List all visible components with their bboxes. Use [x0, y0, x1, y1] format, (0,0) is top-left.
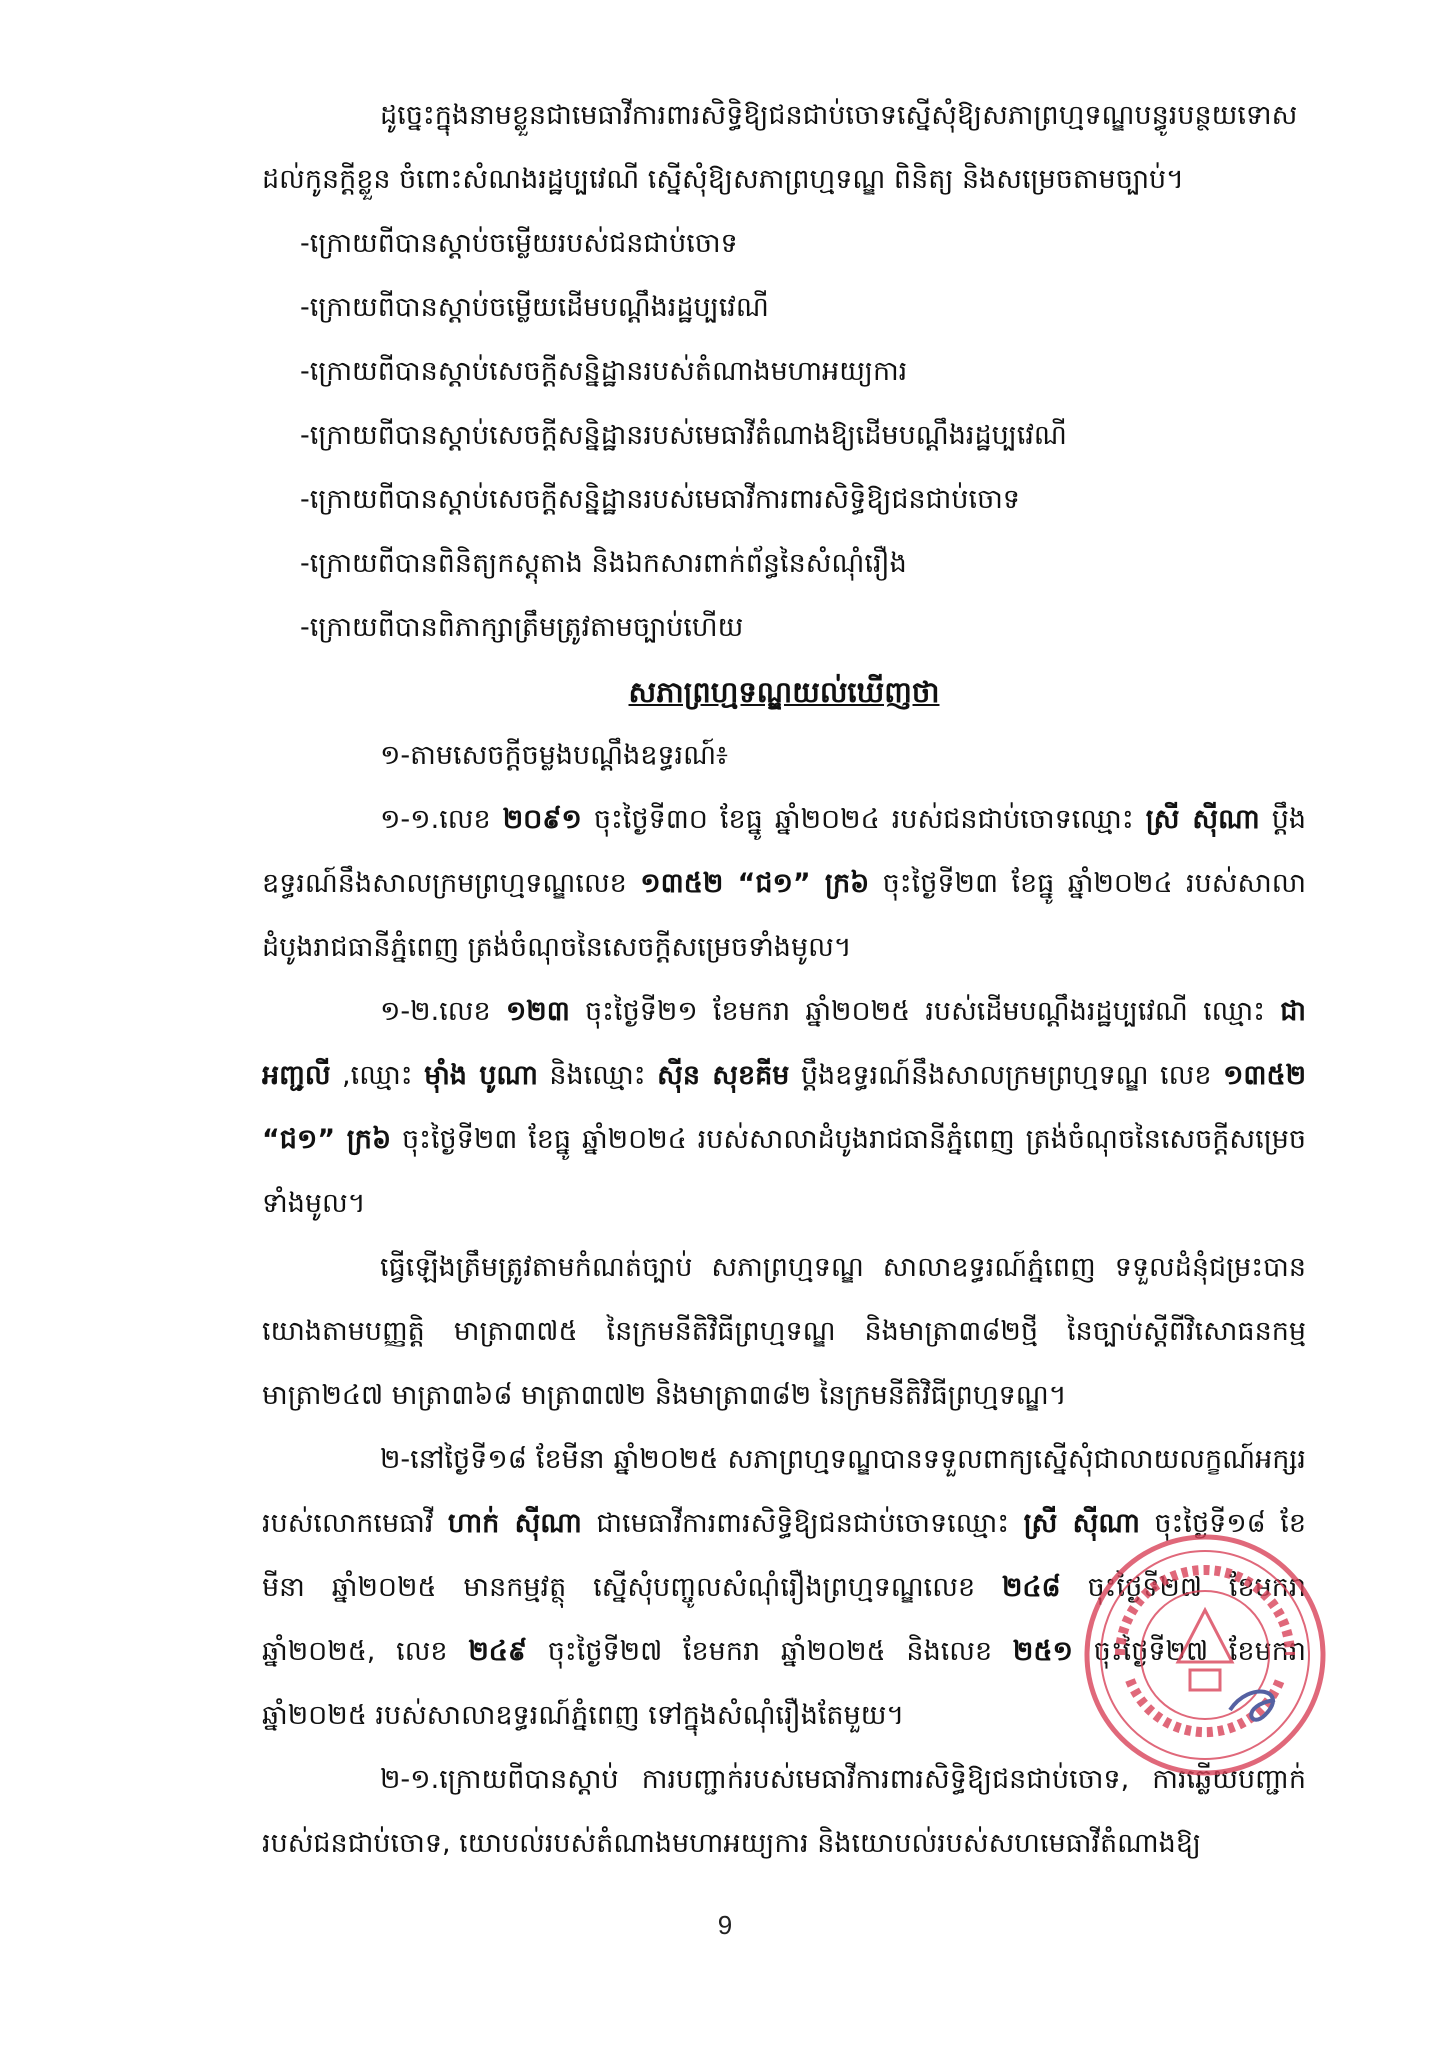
text-run: ចុះថ្ងៃទី១៨ ខែមីនា ឆ្នាំ២០២៥ មានកម្មវត្ថុ ស្នើសុំបញ្ចូលសំណុំរឿងព្រហ្មទណ្ឌលេខ: [262, 1508, 1306, 1603]
procedure-item: -ក្រោយពីបានពិភាក្សាត្រឹមត្រូវតាមច្បាប់ហើយ: [300, 612, 744, 643]
court-seal-stamp: [1080, 1530, 1330, 1780]
section-heading: សភាព្រហ្មទណ្ឌយល់ឃើញថា: [628, 675, 940, 709]
appeal-number: ២០៩១: [502, 804, 582, 835]
procedure-item: -ក្រោយពីបានស្តាប់សេចក្តីសន្និដ្ឋានរបស់តំណាងមហាអយ្យការ: [300, 356, 908, 387]
text-run: ចុះថ្ងៃទី២៣ ខែធ្នូ ឆ្នាំ២០២៤ របស់សាលាដំបូងរាជធានីភ្នំពេញ ត្រង់ចំណុចនៃសេចក្តីសម្រេចទាំងមូល។: [262, 1124, 1307, 1219]
paragraph-1-2: [262, 980, 1306, 1236]
section-1-title: ១-តាមសេចក្តីចម្លងបណ្តឹងឧទ្ធរណ៍៖: [380, 740, 728, 771]
text-run: ចុះថ្ងៃទី៣០ ខែធ្នូ ឆ្នាំ២០២៤ របស់ជនជាប់ចោទឈ្មោះ: [581, 804, 1146, 835]
paragraph-2-1: ២-១.ក្រោយពីបានស្តាប់ ការបញ្ជាក់របស់មេធាវីការពារសិទ្ធិឱ្យជនជាប់ចោទ, ការឆ្លើយបញ្ជាក់របស់ជនជាប់ចោទ, យោបល់របស់តំណាងមហាអយ្យការ និងយោបល់របស់សហមេធាវីតំណាងឱ្យ: [262, 1764, 1306, 1859]
text-run: ចុះថ្ងៃទី២៧ ខែមករា ឆ្នាំ២០២៥ និងលេខ: [527, 1636, 1013, 1667]
procedure-item: -ក្រោយពីបានស្តាប់សេចក្តីសន្និដ្ឋានរបស់មេធាវីការពារសិទ្ធិឱ្យជនជាប់ចោទ: [300, 484, 1020, 515]
lawyer-name: ហាក់ ស៊ីណា: [447, 1508, 582, 1539]
jurisdiction-paragraph: ធ្វើឡើងត្រឹមត្រូវតាមកំណត់ច្បាប់ សភាព្រហ្មទណ្ឌ សាលាឧទ្ធរណ៍ភ្នំពេញ ទទួលដំនុំជម្រះបាន យោងតាមបញ្ញត្តិ មាត្រា៣៧៥ នៃក្រមនីតិវិធីព្រហ្មទណ្ឌ និងមាត្រា៣៨២ថ្មី នៃច្បាប់ស្តីពីវិសោធនកម្ម មាត្រា២៤៧ មាត្រា៣៦៨ មាត្រា៣៧២ និងមាត្រា៣៨២ នៃក្រមនីតិវិធីព្រហ្មទណ្ឌ។: [262, 1252, 1306, 1411]
text-run: ១-១.លេខ: [380, 804, 503, 835]
case-number: ២៤៩: [468, 1636, 528, 1667]
text-run: ១-២.លេខ: [380, 996, 506, 1027]
seal-emblem: [1178, 1610, 1232, 1690]
defendant-name: ស្រី ស៊ីណា: [1023, 1508, 1140, 1539]
judgment-number: ១៣៥២ “ជ១” ក្រ៦: [262, 1060, 1307, 1155]
text-run: ប្តឹងឧទ្ធរណ៍នឹងសាលក្រមព្រហ្មទណ្ឌ លេខ: [789, 1060, 1223, 1091]
plaintiff-name: ស៊ីន សុខគីម: [657, 1060, 790, 1091]
text-run: ចុះថ្ងៃទី២៧ ខែមករា ឆ្នាំ២០២៥ របស់សាលាឧទ្ធរណ៍ភ្នំពេញ ទៅក្នុងសំណុំរឿងតែមួយ។: [262, 1636, 1306, 1731]
page-number: 9: [717, 1910, 733, 1940]
procedure-item: -ក្រោយពីបានពិនិត្យកស្តុតាង និងឯកសារពាក់ព័ន្ធនៃសំណុំរឿង: [300, 548, 907, 579]
text-run: ចុះថ្ងៃទី២៧ ខែមករា ឆ្នាំ២០២៥, លេខ: [262, 1572, 1306, 1667]
plaintiff-name: ម៉ាំង បូណា: [424, 1060, 538, 1091]
defendant-name: ស្រី ស៊ីណា: [1145, 804, 1260, 835]
procedure-item: -ក្រោយពីបានស្តាប់ចម្លើយដើមបណ្តឹងរដ្ឋប្បវេណី: [300, 292, 769, 323]
case-number: ២៥១: [1012, 1636, 1073, 1667]
intro-paragraph: ដូច្នេះក្នុងនាមខ្លួនជាមេធាវីការពារសិទ្ធិឱ្យជនជាប់ចោទស្នើសុំឱ្យសភាព្រហ្មទណ្ឌបន្ធូរបន្ថយទោសដល់កូនក្តីខ្លួន ចំពោះសំណងរដ្ឋប្បវេណី ស្នើសុំឱ្យសភាព្រហ្មទណ្ឌ ពិនិត្យ និងសម្រេចតាមច្បាប់។: [262, 100, 1298, 195]
text-run: ២-នៅថ្ងៃទី១៨ ខែមីនា ឆ្នាំ២០២៥ សភាព្រហ្មទណ្ឌបានទទួលពាក្យស្នើសុំជាលាយលក្ខណ៍អក្សរ របស់លោកមេធាវី: [262, 1444, 1306, 1539]
text-run: ចុះថ្ងៃទី២១ ខែមករា ឆ្នាំ២០២៥ របស់ដើមបណ្តឹងរដ្ឋប្បវេណី ឈ្មោះ: [569, 996, 1281, 1027]
procedure-item: -ក្រោយពីបានស្តាប់ចម្លើយរបស់ជនជាប់ចោទ: [300, 228, 738, 259]
text-run: ចុះថ្ងៃទី២៣ ខែធ្នូ ឆ្នាំ២០២៤ របស់សាលាដំបូងរាជធានីភ្នំពេញ ត្រង់ចំណុចនៃសេចក្តីសម្រេចទាំងមូល។: [262, 868, 1307, 963]
text-run: ជាមេធាវីការពារសិទ្ធិឱ្យជនជាប់ចោទឈ្មោះ: [581, 1508, 1024, 1539]
text-run: ប្តឹងឧទ្ធរណ៍នឹងសាលក្រមព្រហ្មទណ្ឌលេខ: [262, 804, 1306, 899]
text-run: ,ឈ្មោះ: [330, 1060, 425, 1091]
case-number: ២៤៨: [1001, 1572, 1061, 1603]
text-run: និងឈ្មោះ: [537, 1060, 658, 1091]
seal-middle-ring: [1101, 1551, 1309, 1759]
plaintiff-name: ជា អញ្ជលី: [262, 996, 1306, 1091]
paragraph-1-1: [262, 788, 1306, 980]
procedure-item: -ក្រោយពីបានស្តាប់សេចក្តីសន្និដ្ឋានរបស់មេធាវីតំណាងឱ្យដើមបណ្តឹងរដ្ឋប្បវេណី: [300, 420, 1067, 451]
procedure-list: [262, 212, 1306, 660]
appeal-number: ១២៣: [505, 996, 570, 1027]
judgment-number: ១៣៥២ “ជ១” ក្រ៦: [640, 868, 870, 899]
